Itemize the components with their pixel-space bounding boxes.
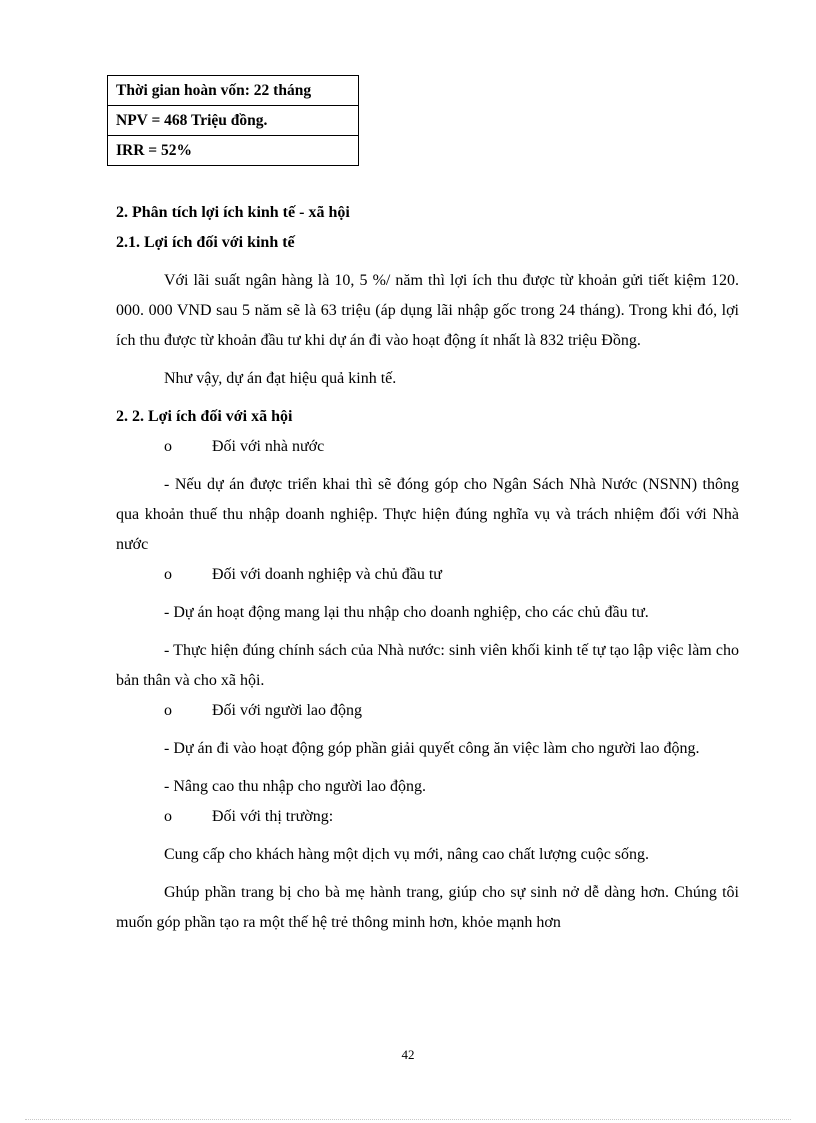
table-row <box>108 76 359 106</box>
table-row <box>108 106 359 136</box>
paragraph: - Dự án đi vào hoạt động góp phần giải quyết công ăn việc làm cho người lao động. <box>164 740 700 757</box>
bullet-text: Đối với thị trường: <box>212 808 334 825</box>
bullet-marker: o <box>164 438 172 455</box>
investment-metrics-table <box>107 75 359 166</box>
bullet-marker: o <box>164 808 172 825</box>
payback-period-cell: Thời gian hoàn vốn: 22 tháng <box>108 76 359 106</box>
list-item <box>116 432 739 462</box>
bullet-text: Đối với doanh nghiệp và chủ đầu tư <box>212 566 442 583</box>
page-bottom-divider <box>25 1119 791 1120</box>
paragraph: Cung cấp cho khách hàng một dịch vụ mới, nâng cao chất lượng cuộc sống. <box>164 846 650 863</box>
list-item <box>116 696 739 726</box>
bullet-text: Đối với nhà nước <box>212 438 325 455</box>
paragraph: - Dự án hoạt động mang lại thu nhập cho doanh nghiệp, cho các chủ đầu tư. <box>164 604 649 621</box>
bullet-marker: o <box>164 702 172 719</box>
paragraph: Ghúp phần trang bị cho bà mẹ hành trang, giúp cho sự sinh nở dễ dàng hơn. Chúng tôi muốn góp phần tạo ra một thế hệ trẻ thông minh hơn, khỏe mạnh hơn <box>116 884 739 931</box>
table-row <box>108 136 359 166</box>
subsection-heading-social: 2. 2. Lợi ích đối với xã hội <box>116 408 293 425</box>
page-number: 42 <box>401 1047 415 1062</box>
subsection-heading-economic: 2.1. Lợi ích đối với kinh tế <box>116 234 295 251</box>
section-heading: 2. Phân tích lợi ích kinh tế - xã hội <box>116 204 350 221</box>
npv-cell: NPV = 468 Triệu đồng. <box>108 106 359 136</box>
bullet-marker: o <box>164 566 172 583</box>
paragraph: - Thực hiện đúng chính sách của Nhà nước: sinh viên khối kinh tế tự tạo lập việc làm cho bản thân và cho xã hội. <box>116 642 739 689</box>
paragraph: - Nếu dự án được triển khai thì sẽ đóng góp cho Ngân Sách Nhà Nước (NSNN) thông qua khoản thuế thu nhập doanh nghiệp. Thực hiện đúng nghĩa vụ và trách nhiệm đối với Nhà nước <box>116 476 739 553</box>
document-body <box>116 198 739 938</box>
irr-cell: IRR = 52% <box>108 136 359 166</box>
bullet-text: Đối với người lao động <box>212 702 363 719</box>
list-item <box>116 560 739 590</box>
list-item <box>116 802 739 832</box>
paragraph: - Nâng cao thu nhập cho người lao động. <box>164 778 426 795</box>
paragraph: Với lãi suất ngân hàng là 10, 5 %/ năm thì lợi ích thu được từ khoản gửi tiết kiệm 120. 000. 000 VND sau 5 năm sẽ là 63 triệu (áp dụng lãi nhập gốc trong 24 tháng). Trong khi đó, lợi ích thu được từ khoản đầu tư khi dự án đi vào hoạt động ít nhất là 832 triệu Đồng. <box>116 272 739 349</box>
paragraph: Như vậy, dự án đạt hiệu quả kinh tế. <box>164 370 397 387</box>
